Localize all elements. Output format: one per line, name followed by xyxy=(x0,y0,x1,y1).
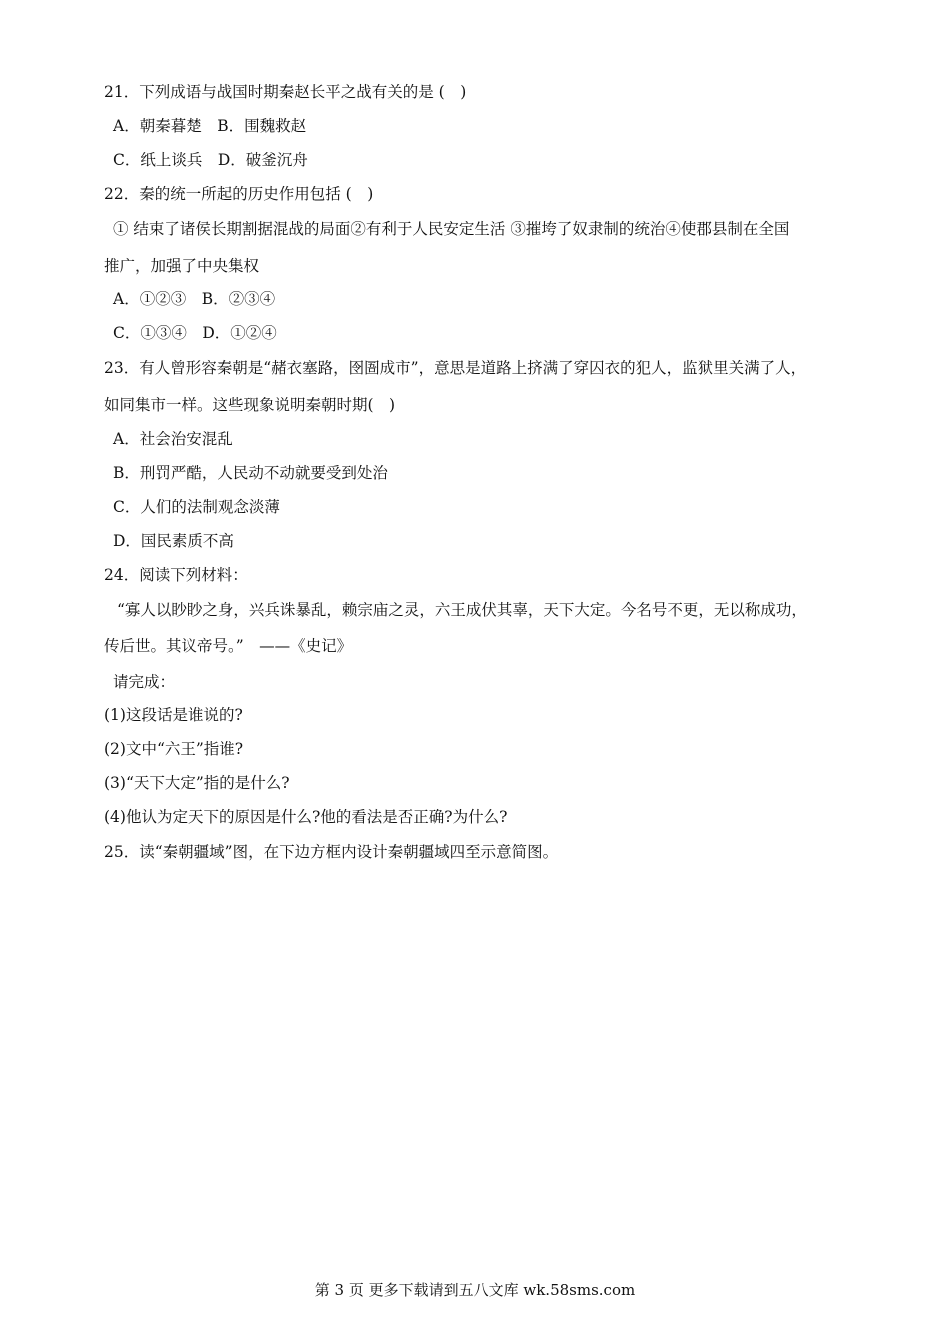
question-24-quote-line2: 传后世。其议帝号。” ——《史记》 xyxy=(104,637,353,655)
question-23-stem-line1: 23．有人曾形容秦朝是“赭衣塞路，囹圄成市”，意思是道路上挤满了穿囚衣的犯人，监狱里关满了人， xyxy=(104,359,807,377)
question-23-option-b: B．刑罚严酷，人民动不动就要受到处治 xyxy=(113,464,388,482)
question-24-instruction: 请完成： xyxy=(113,673,176,691)
question-22-stem: 22．秦的统一所起的历史作用包括 ( ) xyxy=(104,185,374,203)
question-24-sub3: (3)“天下大定”指的是什么? xyxy=(104,774,290,792)
page-footer: 第 3 页 更多下载请到五八文库 wk.58sms.com xyxy=(314,1281,636,1299)
question-21-options-ab: A．朝秦暮楚 B．围魏救赵 xyxy=(113,117,307,135)
question-23-stem-line2: 如同集市一样。这些现象说明秦朝时期( ) xyxy=(104,396,396,414)
question-23-option-a: A．社会治安混乱 xyxy=(113,430,233,448)
question-23-option-d: D．国民素质不高 xyxy=(113,532,234,550)
question-24-stem: 24．阅读下列材料： xyxy=(104,566,248,584)
question-22-items-line1: ① 结束了诸侯长期割据混战的局面②有利于人民安定生活 ③摧垮了奴隶制的统治④使郡县制在全国 xyxy=(113,220,790,238)
question-25-stem: 25．读“秦朝疆域”图，在下边方框内设计秦朝疆域四至示意简图。 xyxy=(104,843,559,861)
question-21-options-cd: C．纸上谈兵 D．破釜沉舟 xyxy=(113,151,308,169)
question-23-option-c: C．人们的法制观念淡薄 xyxy=(113,498,280,516)
question-22-options-ab: A．①②③ B．②③④ xyxy=(113,290,276,308)
question-22-options-cd: C．①③④ D．①②④ xyxy=(113,324,277,342)
question-21-stem: 21．下列成语与战国时期秦赵长平之战有关的是 ( ) xyxy=(104,83,467,101)
question-22-items-line2: 推广，加强了中央集权 xyxy=(104,257,260,275)
question-24-sub1: (1)这段话是谁说的? xyxy=(104,706,243,724)
question-24-sub2: (2)文中“六王”指谁? xyxy=(104,740,244,758)
question-24-sub4: (4)他认为定天下的原因是什么?他的看法是否正确?为什么? xyxy=(104,808,508,826)
question-24-quote-line1: “寡人以眇眇之身，兴兵诛暴乱，赖宗庙之灵，六王成伏其辜，天下大定。今名号不更，无以称成功， xyxy=(117,601,807,619)
